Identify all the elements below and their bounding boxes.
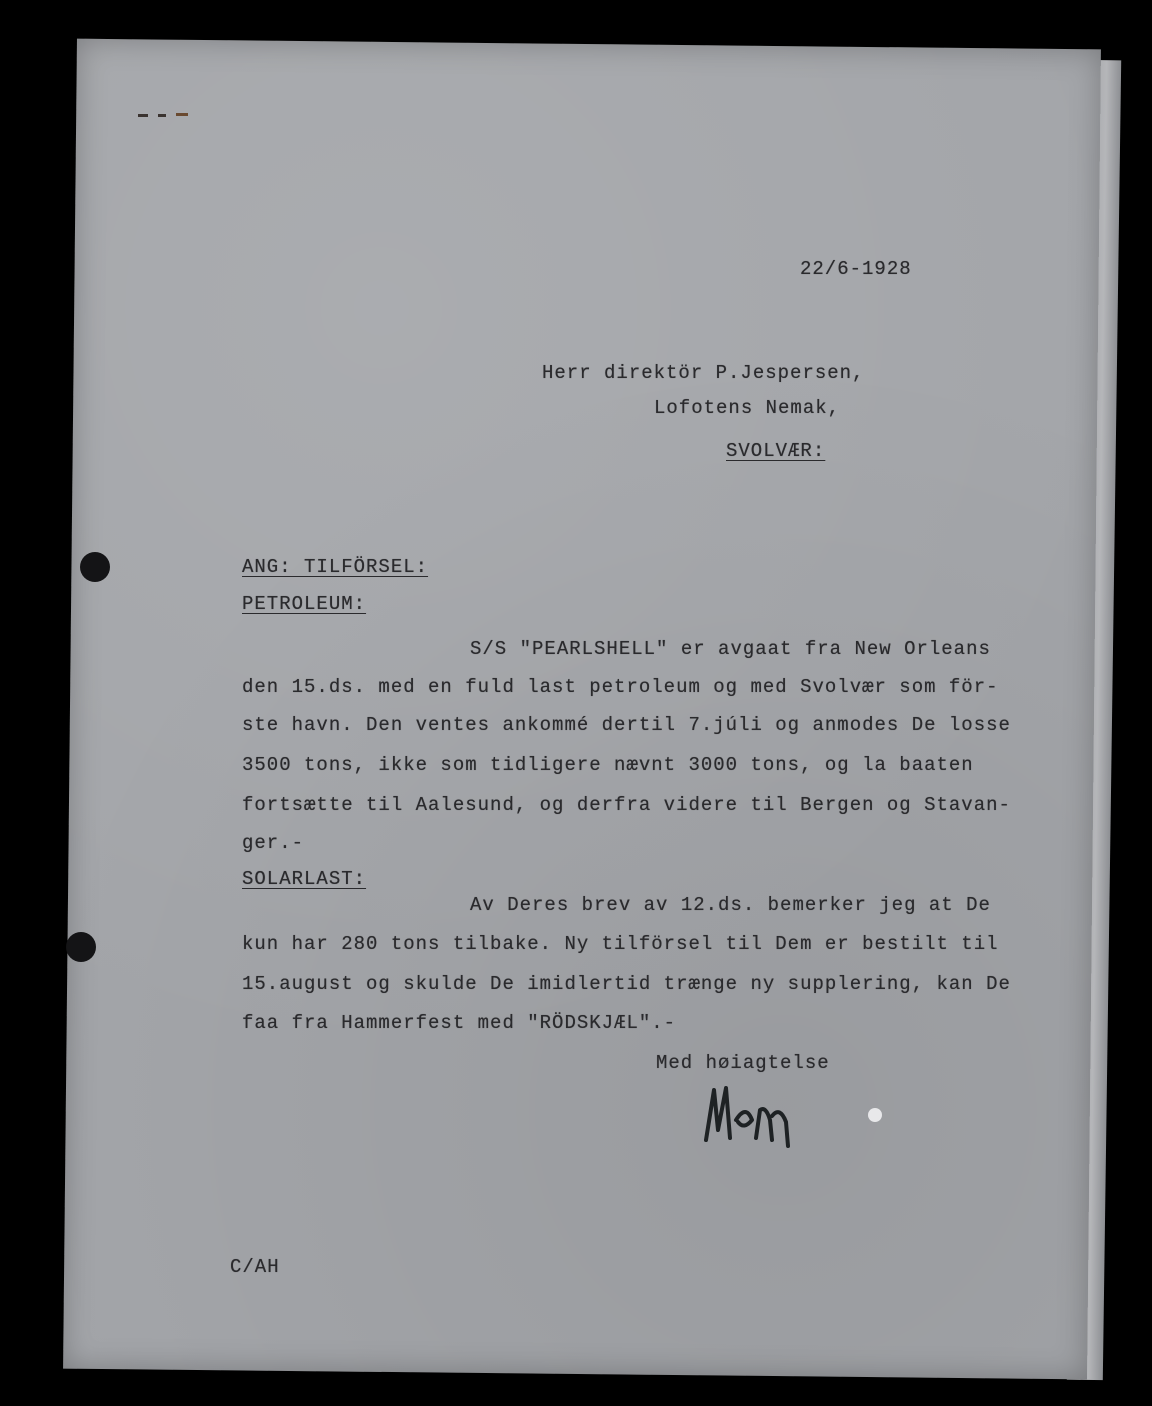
petroleum-line-2: den 15.ds. med en fuld last petroleum og med Svolvær som för- [242,676,999,698]
ink-mark [138,114,148,117]
paper-sheet [63,39,1101,1380]
solarlast-line-1: Av Deres brev av 12.ds. bemerker jeg at De [470,894,991,916]
petroleum-line-3: ste havn. Den ventes ankommé dertil 7.júli og anmodes De losse [242,714,1011,736]
recipient-city: SVOLVÆR: [726,440,826,462]
punch-hole-lower [66,932,96,962]
solarlast-line-4: faa fra Hammerfest med "RÖDSKJÆL".- [242,1012,677,1034]
closing-text: Med høiagtelse [656,1052,830,1074]
recipient-name: Herr direktör P.Jespersen, [542,362,865,384]
solarlast-line-3: 15.august og skulde De imidlertid trænge ny supplering, kan De [242,973,1011,995]
handwritten-signature [700,1080,800,1150]
solarlast-heading: SOLARLAST: [242,868,367,890]
petroleum-line-4: 3500 tons, ikke som tidligere nævnt 3000 tons, og la baaten [242,754,974,776]
recipient-company: Lofotens Nemak, [654,397,841,419]
punch-hole-upper [80,552,110,582]
typist-initials: C/AH [230,1256,280,1278]
petroleum-heading: PETROLEUM: [242,593,367,615]
letter-date: 22/6-1928 [800,258,912,280]
subject-heading: ANG: TILFÖRSEL: [242,556,429,578]
paper-spot [868,1108,882,1122]
solarlast-line-2: kun har 280 tons tilbake. Ny tilförsel til Dem er bestilt til [242,933,999,955]
ink-mark [176,113,188,116]
ink-mark [158,114,166,117]
petroleum-line-5: fortsætte til Aalesund, og derfra videre til Bergen og Stavan- [242,794,1011,816]
petroleum-line-6: ger.- [242,832,305,854]
petroleum-line-1: S/S "PEARLSHELL" er avgaat fra New Orleans [470,638,991,660]
